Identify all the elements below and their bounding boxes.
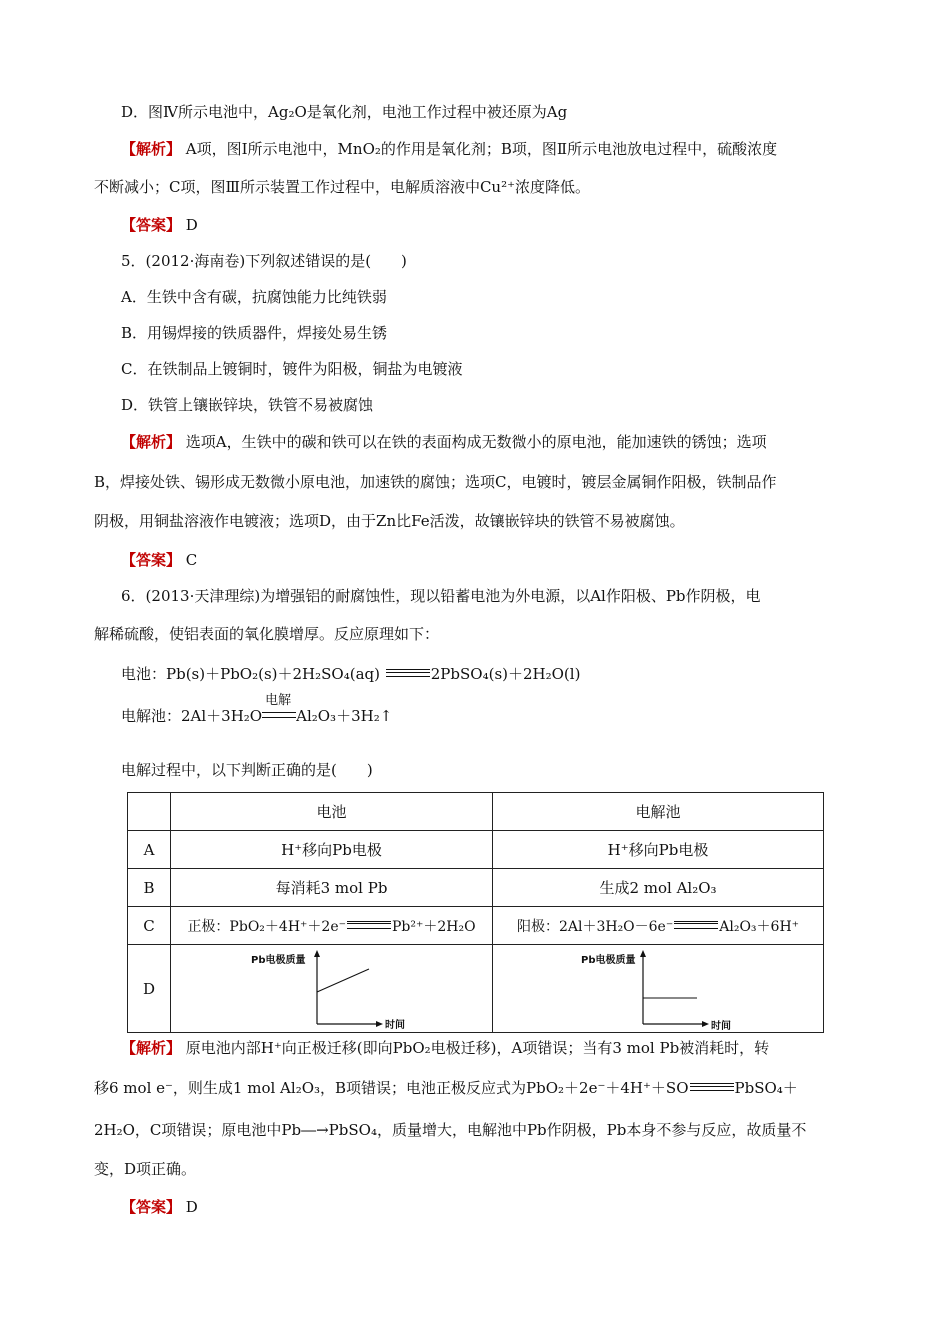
equal-sign [690, 1083, 734, 1091]
graph-cell-electrolysis [493, 945, 824, 1033]
equation-left: 正极：PbO₂＋4H⁺＋2e⁻ [187, 918, 346, 935]
cell-equation [121, 693, 393, 726]
q5-option-c: C．在铁制品上镀铜时，镀件为阳极，铜盐为电镀液 [121, 360, 463, 378]
table-header-battery: 电池 [171, 793, 493, 831]
y-axis-arrow [640, 950, 646, 957]
q5-analysis-line3: 阴极，用铜盐溶液作电镀液；选项D，由于Zn比Fe活泼，故镶嵌锌块的铁管不易被腐蚀。 [94, 512, 685, 530]
analysis-tag: 【解析】 [121, 140, 182, 158]
row-label: C [128, 907, 171, 945]
q6-analysis-line2 [94, 1078, 798, 1098]
answer-tag: 【答案】 [121, 1198, 182, 1216]
x-axis-arrow [376, 1021, 383, 1027]
analysis-text: 原电池内部H⁺向正极迁移(即向PbO₂电极迁移)，A项错误；当有3 mol Pb被消耗时，转 [185, 1039, 770, 1057]
cell-products: Al₂O₃＋3H₂↑ [296, 707, 393, 725]
graph-xlabel: 时间 [711, 1021, 731, 1032]
answer-value: C [185, 551, 198, 569]
q5-analysis-line2: B，焊接处铁、锡形成无数微小原电池，加速铁的腐蚀；选项C，电镀时，镀层金属铜作阳极，铁制品作 [94, 473, 777, 491]
row-label: D [128, 945, 171, 1033]
reaction-condition [262, 693, 296, 726]
battery-equation [121, 664, 580, 684]
row-label: A [128, 831, 171, 869]
equal-sign [262, 712, 296, 718]
table-cell [128, 793, 171, 831]
equation-left: 阳极：2Al＋3H₂O－6e⁻ [516, 918, 674, 935]
graph-ylabel: Pb电极质量 [581, 955, 636, 966]
q4-analysis-line1 [121, 139, 777, 159]
table-row [128, 869, 824, 907]
q6-stem-line2: 解稀硫酸，使铝表面的氧化膜增厚。反应原理如下： [94, 625, 440, 643]
q6-answer [121, 1197, 198, 1217]
q5-option-d: D．铁管上镶嵌锌块，铁管不易被腐蚀 [121, 396, 374, 414]
row-label: B [128, 869, 171, 907]
analysis-text: A项，图Ⅰ所示电池中，MnO₂的作用是氧化剂；B项，图Ⅱ所示电池放电过程中，硫酸浓度 [185, 140, 778, 158]
table-row [128, 945, 824, 1033]
equation-right: Al₂O₃＋6H⁺ [719, 918, 800, 935]
table-row [128, 907, 824, 945]
q4-answer [121, 215, 198, 235]
options-table [127, 792, 824, 1033]
q5-option-b: B．用锡焊接的铁质器件，焊接处易生锈 [121, 324, 388, 342]
answer-tag: 【答案】 [121, 216, 182, 234]
battery-products: 2PbSO₄(s)＋2H₂O(l) [430, 665, 581, 683]
analysis-tag: 【解析】 [121, 433, 182, 451]
graph-xlabel: 时间 [385, 1020, 406, 1031]
analysis-tag: 【解析】 [121, 1039, 182, 1057]
q4-option-d: D．图Ⅳ所示电池中，Ag₂O是氧化剂，电池工作过程中被还原为Ag [121, 103, 568, 121]
analysis-text: 选项A，生铁中的碳和铁可以在铁的表面构成无数微小的原电池，能加速铁的锈蚀；选项 [185, 433, 767, 451]
q5-analysis-line1 [121, 432, 767, 452]
table-cell: 生成2 mol Al₂O₃ [493, 869, 824, 907]
graph-ylabel: Pb电极质量 [251, 955, 306, 966]
graph-battery [171, 946, 491, 1032]
q6-analysis-line1 [121, 1038, 769, 1058]
x-axis-arrow [702, 1021, 709, 1027]
analysis-text: PbSO₄＋ [734, 1079, 798, 1097]
answer-value: D [185, 216, 198, 234]
graph-electrolysis [493, 946, 823, 1032]
table-cell: H⁺移向Pb电极 [171, 831, 493, 869]
answer-tag: 【答案】 [121, 551, 182, 569]
q5-option-a: A．生铁中含有碳，抗腐蚀能力比纯铁弱 [121, 288, 387, 306]
table-header-cell: 电解池 [493, 793, 824, 831]
q5-stem: 5．(2012·海南卷)下列叙述错误的是( ) [121, 252, 407, 270]
graph-cell-battery [171, 945, 493, 1033]
cell-reactants: 电解池：2Al＋3H₂O [121, 707, 263, 725]
table-cell [171, 907, 493, 945]
table-header-row [128, 793, 824, 831]
condition-label: 电解 [265, 693, 292, 708]
y-axis-arrow [314, 950, 320, 957]
equal-sign [386, 669, 430, 677]
table-cell [493, 907, 824, 945]
analysis-text: 移6 mol e⁻，则生成1 mol Al₂O₃，B项错误；电池正极反应式为PbO₂＋2e⁻＋4H⁺＋SO [94, 1079, 689, 1097]
q6-stem-line1: 6．(2013·天津理综)为增强铝的耐腐蚀性，现以铅蓄电池为外电源，以Al作阳极、Pb作阴极，电 [121, 587, 761, 605]
q5-answer [121, 550, 197, 570]
equal-sign [347, 921, 391, 929]
q6-question: 电解过程中，以下判断正确的是( ) [121, 761, 373, 779]
mass-trend-line [317, 969, 369, 992]
q4-analysis-line2: 不断减小；C项，图Ⅲ所示装置工作过程中，电解质溶液中Cu²⁺浓度降低。 [94, 178, 591, 196]
table-row [128, 831, 824, 869]
equal-sign [674, 921, 718, 929]
answer-value: D [185, 1198, 198, 1216]
table-cell: H⁺移向Pb电极 [493, 831, 824, 869]
equation-right: Pb²⁺＋2H₂O [392, 918, 476, 935]
table-cell: 每消耗3 mol Pb [171, 869, 493, 907]
battery-reactants: 电池：Pb(s)＋PbO₂(s)＋2H₂SO₄(aq) [121, 665, 380, 683]
q6-analysis-line3: 2H₂O，C项错误；原电池中Pb―→PbSO₄，质量增大，电解池中Pb作阴极，Pb本身不参与反应，故质量不 [94, 1121, 807, 1139]
q6-analysis-line4: 变，D项正确。 [94, 1160, 197, 1178]
